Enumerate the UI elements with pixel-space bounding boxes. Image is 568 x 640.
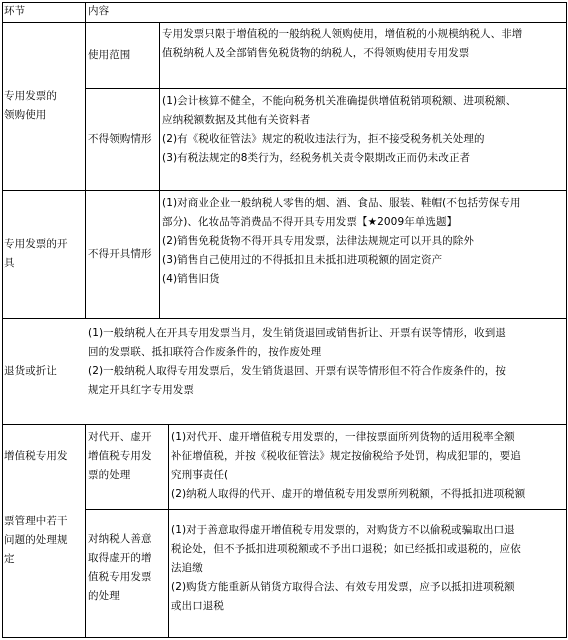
row-divider (2, 22, 566, 23)
row-label-no-issue: 不得开具情形 (88, 247, 152, 260)
row-text-good-faith: (1)对于善意取得虚开增值税专用发票的，对购货方不以偷税或骗取出口退 税论处，但不予抵扣进项税额或不予出口退税；如已经抵扣或退税的，应依 法追缴 (2)购货方能重新从销货方取得合法、有效专用发票，应予以抵扣进项税额 或出口退税 (171, 524, 521, 612)
row-divider (85, 509, 566, 510)
column-divider (159, 22, 160, 319)
row-label-fake-issue: 对代开、虚开 增值税专用发 票的处理 (88, 431, 152, 481)
row-text-returns: (1)一般纳税人在开具专用发票当月，发生销货退回或销售折让、开票有误等情形，收到退 回的发票联、抵扣联符合作废条件的，按作废处理 (2)一般纳税人取得专用发票后，发生销货退回、开票有误等情形但不符合作废条件的，按 规定开具红字专用发票 (88, 327, 506, 396)
row-text-fake-issue: (1)对代开、虚开增值税专用发票的，一律按票面所列货物的适用税率全额 补征增值税，并按《税收征管法》规定按偷税给予处罚，构成犯罪的，要追 究刑事责任( (2)纳税人取得的代开、虚开的增值税专用发票所列税额，不得抵扣进项税额 (171, 431, 526, 500)
column-divider (168, 424, 169, 638)
table-border-bottom (2, 637, 566, 638)
header-stage: 环节 (4, 5, 26, 17)
section-title-management-top: 增值税专用发 (4, 450, 68, 462)
section-title-purchase: 专用发票的 领购使用 (4, 90, 57, 121)
section-title-issuing: 专用发票的开 具 (4, 238, 68, 269)
table-border-left (2, 2, 3, 638)
section-title-returns: 退货或折让 (4, 364, 57, 377)
table-border-right (566, 2, 567, 638)
row-text-no-purchase: (1)会计核算不健全，不能向税务机关准确提供增值税销项税额、进项税额、 应纳税额数据及其他有关资料者 (2)有《税收征管法》规定的税收违法行为，拒不接受税务机关处理的 (3)有税法规定的8类行为，经税务机关责令限期改正而仍未改正者 (162, 95, 517, 164)
row-divider (2, 190, 566, 191)
row-divider (2, 424, 566, 425)
row-text-no-issue: (1)对商业企业一般纳税人零售的烟、酒、食品、服装、鞋帽(不包括劳保专用 部分)、化妆品等消费品不得开具专用发票【★2009年单选题】 (2)销售免税货物不得开具专用发票，法律法规规定可以开具的除外 (3)销售自己使用过的不得抵扣且未抵扣进项税额的固定资产 (4)销售旧货 (162, 197, 521, 285)
header-content: 内容 (88, 5, 110, 17)
row-label-no-purchase: 不得领购情形 (88, 132, 152, 145)
section-title-management-bottom: 票管理中若干 问题的处理规 定 (4, 515, 68, 565)
row-divider (2, 318, 566, 319)
row-label-good-faith: 对纳税人善意 取得虚开的增 值税专用发票 的处理 (88, 533, 152, 602)
column-divider (85, 424, 86, 638)
row-text-scope: 专用发票只限于增值税的一般纳税人领购使用，增值税的小规模纳税人、非增 值税纳税人及全部销售免税货物的纳税人，不得领购使用专用发票 (162, 28, 523, 59)
table-border-top (2, 2, 566, 3)
row-label-scope: 使用范围 (88, 48, 131, 61)
